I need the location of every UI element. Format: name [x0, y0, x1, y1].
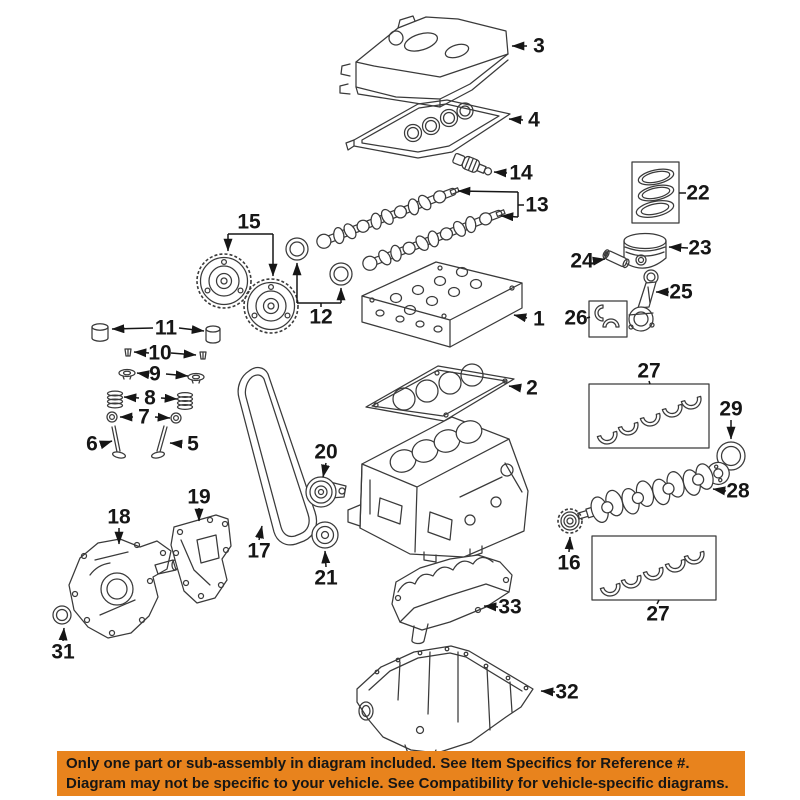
callout-20: 20 — [314, 440, 338, 464]
part-main-bearings-lower — [592, 536, 716, 600]
callout-31: 31 — [51, 640, 75, 664]
callout-5: 5 — [187, 432, 199, 456]
part-intake-valve — [151, 426, 167, 459]
callout-26: 26 — [564, 306, 588, 330]
part-cylinder-head — [362, 262, 522, 347]
part-spring-retainers — [119, 370, 204, 384]
callout-12: 12 — [309, 305, 333, 329]
part-oil-pan — [357, 646, 533, 758]
callout-15: 15 — [237, 210, 261, 234]
callout-32: 32 — [555, 680, 579, 704]
callout-1: 1 — [533, 307, 545, 331]
callout-3: 3 — [533, 34, 545, 58]
part-camshaft-exhaust — [314, 181, 461, 252]
callout-22: 22 — [686, 181, 710, 205]
part-front-crank-seal — [53, 606, 71, 624]
part-rear-cover-plate — [171, 515, 231, 603]
callout-29: 29 — [719, 397, 743, 421]
callout-33: 33 — [498, 595, 522, 619]
notice-line-1: Only one part or sub-assembly in diagram included. See Item Specifics for Reference #. — [66, 755, 690, 772]
part-piston-rings — [632, 162, 679, 223]
notice-box — [57, 751, 745, 796]
callout-27-lower: 27 — [646, 602, 670, 626]
part-timing-belt — [238, 368, 316, 545]
callout-19: 19 — [187, 485, 211, 509]
callout-4: 4 — [528, 108, 540, 132]
part-valve-cover-gasket — [346, 100, 510, 158]
part-idler-pulley — [312, 522, 338, 548]
part-engine-block — [348, 417, 528, 562]
part-valve-cover — [340, 16, 508, 107]
callout-10: 10 — [148, 341, 172, 365]
callout-6: 6 — [86, 432, 98, 456]
callout-27-upper: 27 — [637, 359, 661, 383]
part-head-gasket — [366, 364, 514, 421]
part-exhaust-valve — [112, 426, 126, 459]
part-oil-control-valve — [452, 152, 494, 179]
callout-16: 16 — [557, 551, 581, 575]
callout-9: 9 — [149, 362, 161, 386]
callout-23: 23 — [688, 236, 712, 260]
callout-8: 8 — [144, 386, 156, 410]
part-main-bearings-upper — [589, 384, 709, 448]
part-crankshaft — [574, 456, 733, 530]
callout-7: 7 — [138, 405, 150, 429]
callout-13: 13 — [525, 193, 549, 217]
callout-18: 18 — [107, 505, 131, 529]
part-connecting-rod — [629, 270, 658, 331]
part-front-cover — [69, 539, 178, 638]
callout-17: 17 — [247, 539, 271, 563]
callout-2: 2 — [526, 376, 538, 400]
notice-line-2: Diagram may not be specific to your vehicle. See Compatibility for vehicle-specific diagrams. — [66, 774, 729, 792]
callout-14: 14 — [509, 161, 533, 185]
callout-28: 28 — [726, 479, 750, 503]
callout-25: 25 — [669, 280, 693, 304]
callout-11: 11 — [154, 316, 178, 340]
part-camshaft-gears — [197, 254, 298, 333]
part-piston — [624, 234, 666, 269]
part-oil-pan-upper — [392, 555, 512, 644]
part-belt-tensioner — [306, 477, 346, 507]
callout-24: 24 — [570, 249, 594, 273]
part-rod-bearings — [589, 301, 627, 337]
callout-21: 21 — [314, 566, 338, 590]
